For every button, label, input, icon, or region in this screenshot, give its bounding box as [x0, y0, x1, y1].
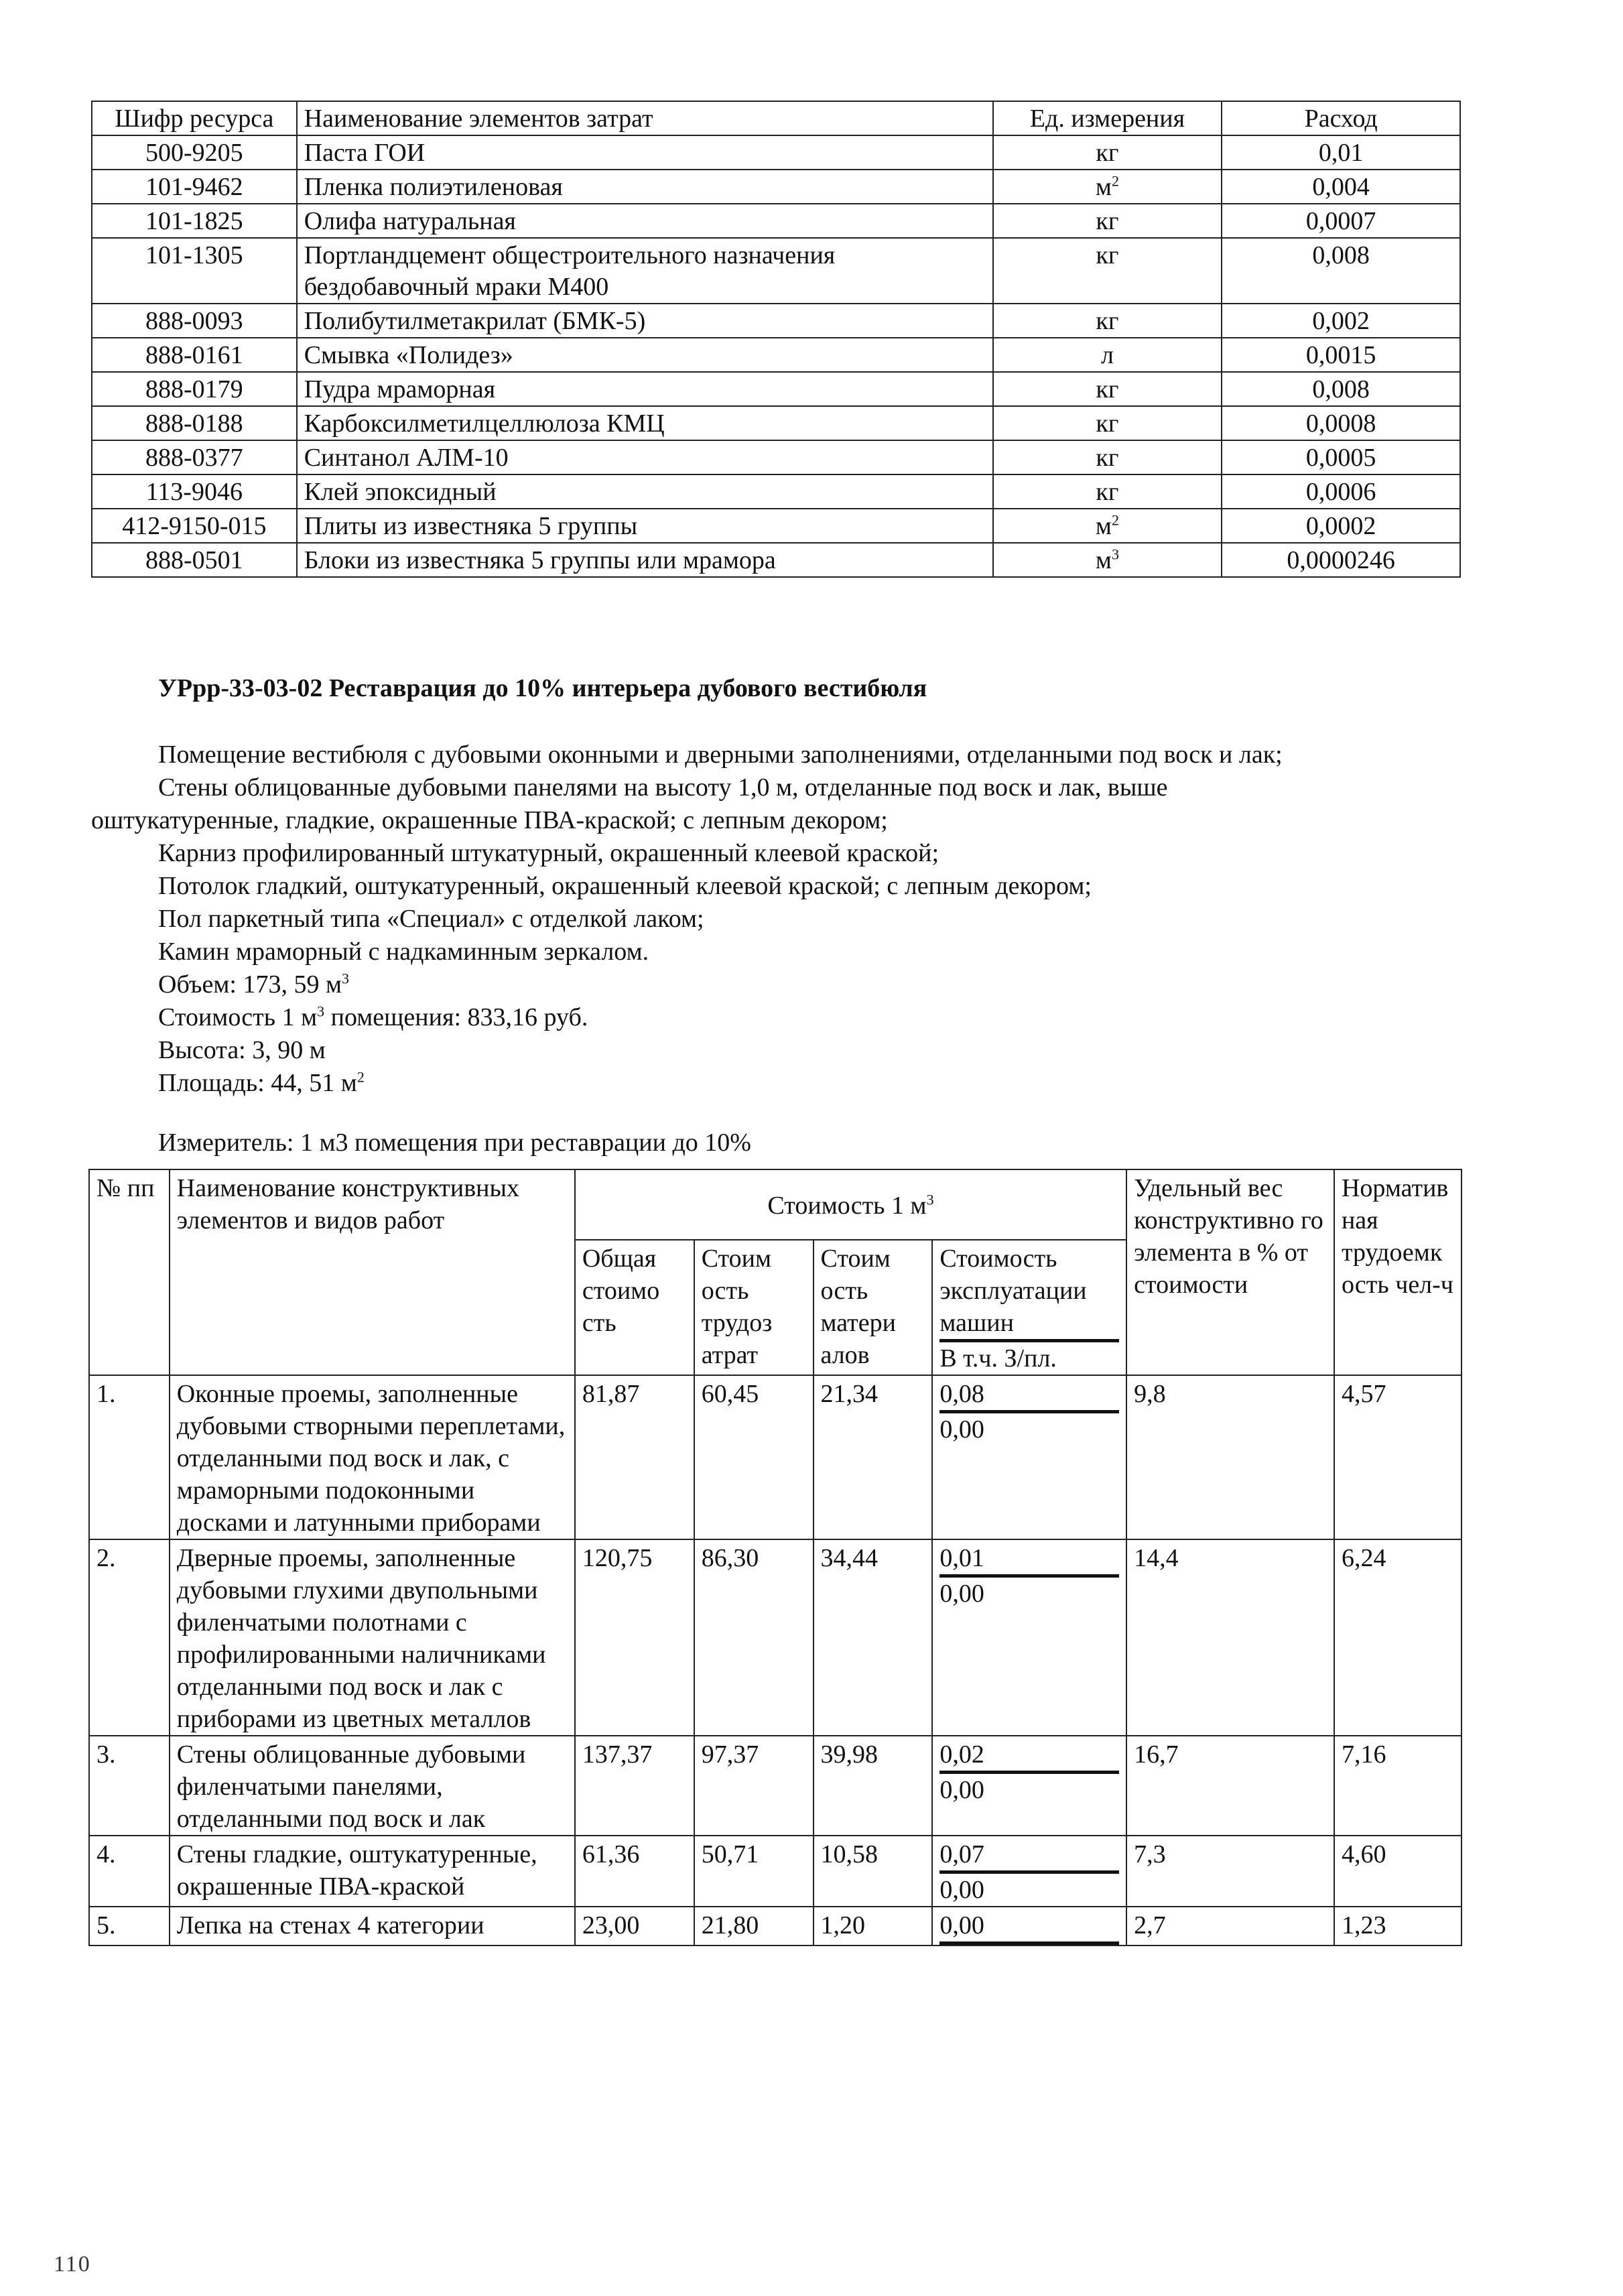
table-row — [92, 170, 1460, 204]
materials-cost: 1,20 — [814, 1907, 933, 1946]
resource-value: 0,01 — [1222, 135, 1460, 170]
resource-unit — [993, 135, 1222, 170]
norm-value: 4,60 — [1334, 1836, 1462, 1907]
unit-text: кг — [1096, 207, 1119, 235]
resource-code: 500-9205 — [92, 135, 297, 170]
unit-cost-label: Стоимость 1 м — [158, 1003, 318, 1031]
row-num: 1. — [89, 1375, 170, 1539]
resource-name: Паста ГОИ — [297, 135, 993, 170]
machines-value: 0,01 — [939, 1542, 1119, 1578]
element-name: Лепка на стенах 4 категории — [170, 1907, 575, 1946]
machines-cost — [932, 1539, 1126, 1736]
volume-line — [91, 968, 1465, 1001]
header-labor: Стоим ость трудоз атрат — [694, 1240, 814, 1375]
description-line: Помещение вестибюля с дубовыми оконными и дверными заполнениями, отделанными под воск и лак; — [158, 741, 1283, 769]
table-row — [89, 1375, 1462, 1539]
resource-value: 0,008 — [1222, 372, 1460, 406]
resource-unit — [993, 474, 1222, 509]
resource-code: 888-0093 — [92, 304, 297, 338]
element-name: Стены облицованные дубовыми филенчатыми панелями, отделанными под воск и лак — [170, 1736, 575, 1836]
header-machines — [932, 1240, 1126, 1375]
description-line: Стены облицованные дубовыми панелями на высоту 1,0 м, отделанные под воск и лак, выше — [158, 773, 1168, 802]
header-total: Общая стоимо сть — [575, 1240, 694, 1375]
table-row — [92, 474, 1460, 509]
table-row — [92, 440, 1460, 474]
resource-code: 888-0501 — [92, 543, 297, 577]
section-description — [91, 739, 1465, 1100]
materials-cost: 39,98 — [814, 1736, 933, 1836]
resource-value: 0,008 — [1222, 238, 1460, 304]
row-num: 2. — [89, 1539, 170, 1736]
unit-sup: 3 — [1111, 546, 1119, 563]
total-cost: 61,36 — [575, 1836, 694, 1907]
unit-text: кг — [1096, 139, 1119, 167]
resource-unit — [993, 509, 1222, 543]
labor-cost: 86,30 — [694, 1539, 814, 1736]
table-row — [89, 1836, 1462, 1907]
table-row — [92, 238, 1460, 304]
materials-cost: 21,34 — [814, 1375, 933, 1539]
resource-name: Портландцемент общестроительного назначения бездобавочный мраки М400 — [297, 238, 993, 304]
meter-line: Измеритель: 1 м3 помещения при реставрации до 10% — [158, 1129, 751, 1157]
unit-text: кг — [1096, 478, 1119, 506]
table-row — [92, 204, 1460, 238]
machines-value: 0,00 — [939, 1909, 1119, 1945]
resource-code: 888-0161 — [92, 338, 297, 372]
labor-cost: 60,45 — [694, 1375, 814, 1539]
machines-cost — [932, 1836, 1126, 1907]
resource-unit — [993, 372, 1222, 406]
resource-name: Смывка «Полидез» — [297, 338, 993, 372]
resource-name: Синтанол АЛМ-10 — [297, 440, 993, 474]
materials-cost: 10,58 — [814, 1836, 933, 1907]
resource-unit — [993, 204, 1222, 238]
description-line: оштукатуренные, гладкие, окрашенные ПВА-краской; с лепным декором; — [91, 806, 888, 834]
wage-value: 0,00 — [939, 1876, 984, 1904]
unit-sup: 2 — [1111, 172, 1119, 190]
unit-text: кг — [1096, 241, 1119, 269]
unit-cost-sup: 3 — [317, 1003, 325, 1020]
labor-cost: 21,80 — [694, 1907, 814, 1946]
page-number: 110 — [54, 2252, 91, 2277]
cost-table — [88, 1169, 1462, 1946]
unit-text: кг — [1096, 307, 1119, 335]
resource-unit — [993, 406, 1222, 440]
resources-header-row — [92, 101, 1460, 135]
header-norm: Норматив ная трудоемк ость чел-ч — [1334, 1169, 1462, 1375]
area-value: 44, 51 м — [271, 1069, 357, 1097]
row-num: 4. — [89, 1836, 170, 1907]
resource-name: Плиты из известняка 5 группы — [297, 509, 993, 543]
resource-code: 113-9046 — [92, 474, 297, 509]
resource-unit — [993, 238, 1222, 304]
table-row — [92, 338, 1460, 372]
table-row — [92, 406, 1460, 440]
labor-cost: 50,71 — [694, 1836, 814, 1907]
description-line: Пол паркетный типа «Специал» с отделкой лаком; — [158, 905, 704, 933]
header-machines-wage: В т.ч. З/пл. — [939, 1344, 1057, 1373]
resource-name: Блоки из известняка 5 группы или мрамора — [297, 543, 993, 577]
table-row — [92, 304, 1460, 338]
wage-value: 0,00 — [939, 1580, 984, 1608]
unit-text: кг — [1096, 409, 1119, 438]
resource-name: Полибутилметакрилат (БМК-5) — [297, 304, 993, 338]
header-unit: Ед. измерения — [993, 101, 1222, 135]
header-machines-label: Стоимость эксплуатации машин — [939, 1242, 1119, 1342]
header-materials: Стоим ость матери алов — [814, 1240, 933, 1375]
cost-group-label: Стоимость 1 м — [767, 1192, 927, 1220]
resource-value: 0,0006 — [1222, 474, 1460, 509]
resource-code: 101-9462 — [92, 170, 297, 204]
unit-text: кг — [1096, 375, 1119, 403]
unit-cost-value: 833,16 руб. — [467, 1003, 588, 1031]
norm-value: 7,16 — [1334, 1736, 1462, 1836]
share-value: 2,7 — [1126, 1907, 1334, 1946]
resource-unit — [993, 440, 1222, 474]
labor-cost: 97,37 — [694, 1736, 814, 1836]
table-row — [92, 135, 1460, 170]
norm-value: 1,23 — [1334, 1907, 1462, 1946]
norm-value: 6,24 — [1334, 1539, 1462, 1736]
resource-value: 0,0007 — [1222, 204, 1460, 238]
resource-code: 888-0188 — [92, 406, 297, 440]
unit-text: м — [1095, 512, 1112, 540]
table-row — [92, 543, 1460, 577]
machines-cost — [932, 1375, 1126, 1539]
resource-code: 412-9150-015 — [92, 509, 297, 543]
header-consumption: Расход — [1222, 101, 1460, 135]
resource-name: Олифа натуральная — [297, 204, 993, 238]
wage-value: 0,00 — [939, 1415, 984, 1444]
area-line — [91, 1067, 1465, 1100]
header-cost-group — [575, 1169, 1126, 1240]
resource-value: 0,0000246 — [1222, 543, 1460, 577]
resource-unit — [993, 543, 1222, 577]
unit-text: м — [1095, 546, 1112, 574]
share-value: 16,7 — [1126, 1736, 1334, 1836]
description-line: Камин мраморный с надкаминным зеркалом. — [158, 938, 649, 966]
element-name: Стены гладкие, оштукатуренные, окрашенные ПВА-краской — [170, 1836, 575, 1907]
norm-value: 4,57 — [1334, 1375, 1462, 1539]
area-label: Площадь: — [158, 1069, 271, 1097]
resource-name: Пленка полиэтиленовая — [297, 170, 993, 204]
cost-body — [89, 1375, 1462, 1946]
table-row — [89, 1539, 1462, 1736]
resource-unit — [993, 338, 1222, 372]
materials-cost: 34,44 — [814, 1539, 933, 1736]
total-cost: 137,37 — [575, 1736, 694, 1836]
resource-code: 101-1825 — [92, 204, 297, 238]
resource-name: Клей эпоксидный — [297, 474, 993, 509]
volume-sup: 3 — [342, 970, 349, 987]
header-name: Наименование элементов затрат — [297, 101, 993, 135]
resource-unit — [993, 170, 1222, 204]
row-num: 5. — [89, 1907, 170, 1946]
table-row — [89, 1736, 1462, 1836]
unit-text: кг — [1096, 444, 1119, 472]
header-element-name: Наименование конструктивных элементов и видов работ — [170, 1169, 575, 1375]
total-cost: 81,87 — [575, 1375, 694, 1539]
element-name: Оконные проемы, заполненные дубовыми створными переплетами, отделанными под воск и лак, с мраморными подоконными досками и латунными приборами — [170, 1375, 575, 1539]
wage-value: 0,00 — [939, 1776, 984, 1804]
unit-cost-label-after: помещения: — [324, 1003, 468, 1031]
resources-body — [92, 135, 1460, 577]
unit-text: м — [1095, 173, 1112, 201]
description-line: Потолок гладкий, оштукатуренный, окрашенный клеевой краской; с лепным декором; — [158, 872, 1092, 900]
unit-sup: 2 — [1111, 511, 1119, 529]
machines-cost — [932, 1907, 1126, 1946]
header-share: Удельный вес конструктивно го элемента в % от стоимости — [1126, 1169, 1334, 1375]
unit-text: л — [1100, 341, 1114, 369]
total-cost: 23,00 — [575, 1907, 694, 1946]
volume-label: Объем: — [158, 970, 243, 999]
machines-value: 0,02 — [939, 1738, 1119, 1774]
share-value: 7,3 — [1126, 1836, 1334, 1907]
resource-value: 0,0008 — [1222, 406, 1460, 440]
element-name: Дверные проемы, заполненные дубовыми глухими двупольными филенчатыми полотнами с профилированными наличниками отделанными под воск и лак с приборами из цветных металлов — [170, 1539, 575, 1736]
table-row — [92, 509, 1460, 543]
resources-table — [91, 101, 1461, 578]
resource-name: Пудра мраморная — [297, 372, 993, 406]
resource-value: 0,0015 — [1222, 338, 1460, 372]
table-row — [89, 1907, 1462, 1946]
table-row — [92, 372, 1460, 406]
unit-cost-line — [91, 1001, 1465, 1034]
resource-code: 888-0377 — [92, 440, 297, 474]
resource-value: 0,0002 — [1222, 509, 1460, 543]
area-sup: 2 — [356, 1068, 365, 1086]
resource-unit — [993, 304, 1222, 338]
row-num: 3. — [89, 1736, 170, 1836]
section-title: УРрр-33-03-02 Реставрация до 10% интерьера дубового вестибюля — [158, 674, 927, 702]
resource-code: 101-1305 — [92, 238, 297, 304]
description-line: Карниз профилированный штукатурный, окрашенный клеевой краской; — [158, 839, 939, 867]
height-line — [91, 1034, 1465, 1067]
resource-value: 0,004 — [1222, 170, 1460, 204]
total-cost: 120,75 — [575, 1539, 694, 1736]
share-value: 9,8 — [1126, 1375, 1334, 1539]
machines-value: 0,08 — [939, 1378, 1119, 1413]
share-value: 14,4 — [1126, 1539, 1334, 1736]
cost-group-sup: 3 — [926, 1191, 934, 1208]
machines-value: 0,07 — [939, 1838, 1119, 1874]
height-value: 3, 90 м — [252, 1036, 326, 1064]
volume-value: 173, 59 м — [243, 970, 342, 999]
height-label: Высота: — [158, 1036, 253, 1064]
resource-value: 0,002 — [1222, 304, 1460, 338]
resource-code: 888-0179 — [92, 372, 297, 406]
cost-header-row-1 — [89, 1169, 1462, 1240]
header-code: Шифр ресурса — [92, 101, 297, 135]
resource-value: 0,0005 — [1222, 440, 1460, 474]
header-num: № пп — [89, 1169, 170, 1375]
machines-cost — [932, 1736, 1126, 1836]
resource-name: Карбоксилметилцеллюлоза КМЦ — [297, 406, 993, 440]
